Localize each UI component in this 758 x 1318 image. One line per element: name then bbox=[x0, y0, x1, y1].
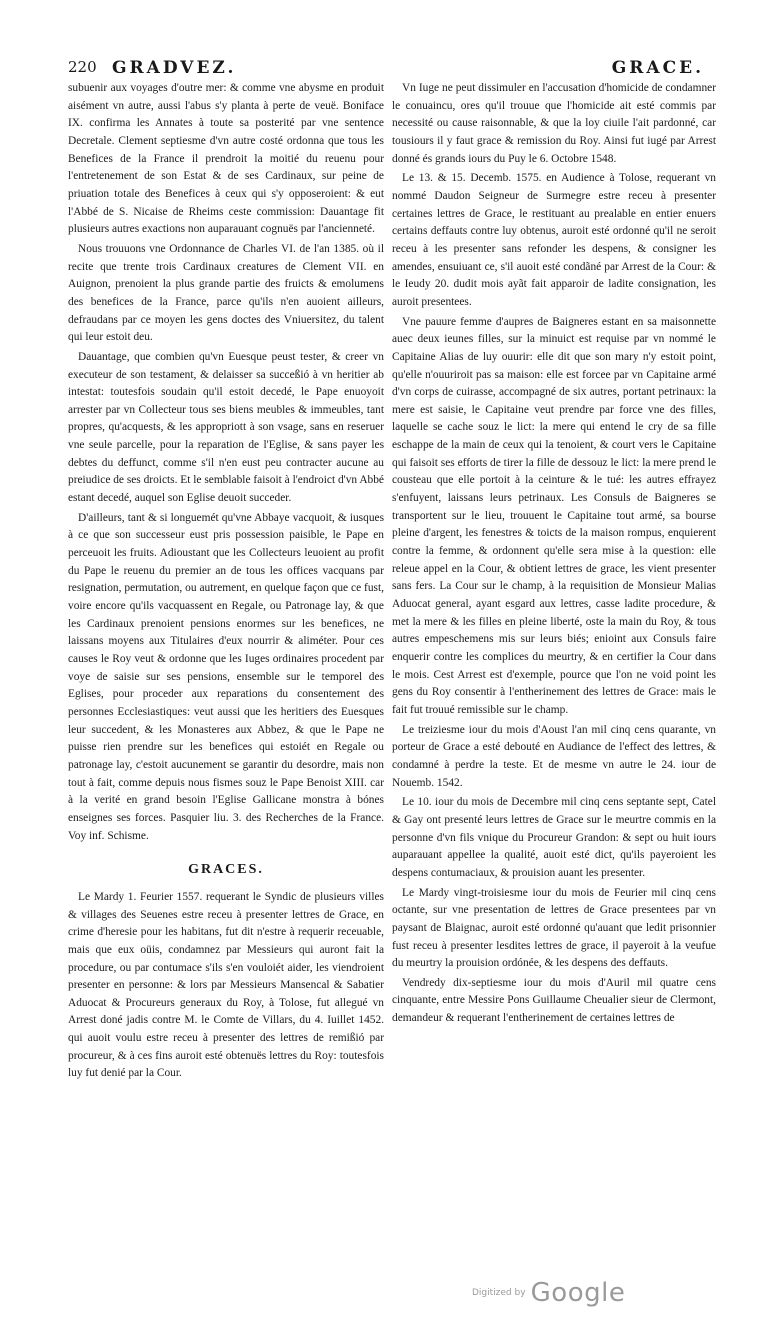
paragraph: Vne pauure femme d'aupres de Baigneres estant en sa maisonnette auec deux ieunes filles, sur la minuict est requise par vn nommé le Capitaine Alias de luy ouurir: elle dit que son mary n'y estoit point, qu'elle n'ouuriroit pas sa maison: elle est forcee par vn Capitaine armé d'vn corps de cuirasse, accompagné de six autres, portant petrinaux: la mere est saisie, le Capitaine veut prendre par force vne des filles, laquelle se cache souz le lict: la mere qui entend le cry de sa fille eschappe de la main de ceux qui la tenoient, & court vers le Capitaine qui faisoit ses efforts de tirer la fille de dessouz le lict: la mere prend le cousteau que elle portoit à la ceinture & le tué: les autres effrayez s'enfuyent, laissans leurs petrinaux. Les Consuls de Baigneres se transportent sur le lieu, trouuent le Capitaine tout armé, sa bourse pleine d'argent, les fenestres & toicts de la maison rompus, enquierent contre la femme, & ordonnent qu'elle sera mise à la question: elle releue appel en la Cour, & obtient lettres de grace, les vient presenter sans fers. La Cour sur le champ, à la requisition de Monsieur Malias Aduocat general, ayant esgard aux lettres, casse ladite procedure, & met la mere & les filles en pleine liberté, oste la main du Roy, & tous autres empeschemens mis sur leurs biés; enioint aux Consuls faire enquerir contre les complices du meurtry, & en certifier la Cour dans le mois. Cest Arrest est d'exemple, pource que l'on ne void point les gens du Roy consentir à l'entherinement des lettres de Grace: mais le fait fut trouué remissible sur le champ. bbox=[392, 315, 716, 716]
google-logo: Google bbox=[530, 1278, 626, 1308]
left-running-title: GRADVEZ. bbox=[112, 58, 237, 78]
paragraph: Nous trouuons vne Ordonnance de Charles VI. de l'an 1385. où il recite que trente trois Cardinaux creatures de Clement VII. en Auignon, prenoient la plus grande partie des fruicts & emolumens des benefices de la France, parce qu'ils n'en auoient ailleurs, defraudans par ce moyen les gens doctes des Vniuersitez, du talent qui leur estoit deu. bbox=[68, 242, 384, 344]
paragraph: D'ailleurs, tant & si longuemét qu'vne Abbaye vacquoit, & iusques à ce que son successeur eust pris possession paisible, le Pape en perceuoit les fruits. Adioustant que les Collecteurs leuoient au profit du Pape le reuenu du premier an de tous les offices vacquans par resignation, permutation, ou autrement, en quelque façon que ce fust, voire encore qu'ils vacquassent en Regale, ou Patronage lay, & que les Cardinaux prenoient pensions enormes sur les benefices, ne laissans moyens aux Titulaires d'eux nourrir & aliméter. Pour ces causes le Roy veut & ordonne que les Iuges ordinaires procedent par voye de saisie sur ses pensions, ensemble sur le temporel des Eglises, pour proceder aux reparations du consentement des personnes Ecclesiastiques: veut aussi que les heritiers des Euesques leur succedent, & les Monasteres aux Abbez, & que le Pape ne puisse rien prendre sur les benefices qui estoiét en Regale ou patronage lay, c'estoit aucunement se garantir du desordre, mais non tout à fait, comme depuis nous fismes souz le Pape Benoist XIII. car à la verité en grand besoin l'Eglise Gallicane monstra à bónes enseignes ses forces. Pasquier liu. 3. des Recherches de la France. Voy inf. Schisme. bbox=[68, 511, 384, 842]
right-running-title: GRACE. bbox=[611, 58, 704, 78]
paragraph: Le 13. & 15. Decemb. 1575. en Audience à Tolose, requerant vn nommé Daudon Seigneur de Surmegre estre receu à presenter certaines lettres de Grace, le restituant au prealable en entier enuers certains deffauts contre luy obtenus, auroit esté ordonné qu'il ne seroit receu à les presenter sans refonder les despens, & consigner les amendes, ensuiuant ce, s'il auoit esté condãné par Arrest de la Cour: & le Ieudy 20. dudit mois ayãt fait apparoir de ladite consignation, les auroit presentees. bbox=[392, 172, 716, 308]
paragraph: Le 10. iour du mois de Decembre mil cinq cens septante sept, Catel & Gay ont presenté leurs lettres de Grace sur le meurtre commis en la personne d'vn fils vnique du Procureur Grandon: & sept ou huit iours auparauant appellee la qualité, auoit esté dict, qu'ils payeroient les despens contumaciaux, & prouision auant les presenter. bbox=[392, 796, 716, 879]
page-number: 220 bbox=[68, 58, 97, 76]
running-header bbox=[68, 58, 716, 80]
digitized-by-label: Digitized by bbox=[472, 1288, 526, 1298]
paragraph: subuenir aux voyages d'outre mer: & comme vne abysme en produit aisément vn autre, aussi l'abus s'y planta à perte de veuë. Boniface IX. confirma les Annates à toute sa posterité par vne sentence Decretale. Clement septiesme d'vn autre costé ordonna que tous les Benefices de la France il prendroit la moitié du reuenu pour l'entretenement de son Estat & de ses Cardinaux, sur peine de priuation totale des Benefices à ceux qui s'y opposeroient: & eut l'Abbé de S. Nicaise de Rheims ceste commission: Dauantage fit plusieurs autres exactions non auparauant cognuës par l'ancienneté. bbox=[68, 82, 384, 236]
paragraph: Vendredy dix-septiesme iour du mois d'Auril mil quatre cens cinquante, entre Messire Pons Guillaume Cheualier sieur de Clermont, demandeur & requerant l'entherinement de certaines lettres de bbox=[392, 976, 716, 1025]
right-column bbox=[392, 80, 716, 1028]
paragraph: Le treiziesme iour du mois d'Aoust l'an mil cinq cens quarante, vn porteur de Grace a esté debouté en Audiance de l'effect des lettres, & condamné à perdre la teste. Et de mesme vn autre le 24. iour de Nouemb. 1542. bbox=[392, 723, 716, 789]
paragraph: Le Mardy vingt-troisiesme iour du mois de Feurier mil cinq cens octante, sur vne presentation de lettres de Grace presentees par vn paysant de Blaignac, auroit esté ordonné qu'auant que ledit prisonnier fust receu à presenter lesdites lettres de grace, il payeroit à la veufue du meurtry la prouision ordónée, & les despens des deffauts. bbox=[392, 886, 716, 970]
digitization-watermark bbox=[472, 1278, 625, 1308]
paragraph: Le Mardy 1. Feurier 1557. requerant le Syndic de plusieurs villes & villages des Seuenes estre receu à presenter lettres de Grace, en crime d'heresie pour les habitans, fut dit n'estre à requerir receuable, mais que eux oüis, condamnez par Messieurs qui auront fait la procedure, ou par contumace s'ils s'en vouloiét aider, les viendroient presenter en personne: & lors par Messieurs Mansencal & Sabatier Aduocat & Procureurs generaux du Roy, à Tolose, fut allegué vn Arrest doné jadis contre M. le Comte de Villars, du 4. Iuillet 1452. qui auoit voulu estre receu à presenter des lettres de remißió par procureur, & à ces fins auroit esté obtenuës lettres du Roy: toutesfois luy fut denié par la Cour. bbox=[68, 890, 384, 1080]
left-column bbox=[68, 80, 384, 1083]
paragraph: Dauantage, que combien qu'vn Euesque peust tester, & creer vn executeur de son testament, & delaisser sa succeßió à vn heritier ab intestat: toutesfois soudain qu'il estoit decedé, le Pape enuoyoit arrester par vn Collecteur tous ses biens meubles & immeubles, tant propres, qu'acquests, & les appropriott à son vsage, sans en reseruer vne seule parcelle, pour la reparation de l'Eglise, & sans payer les debtes du deffunct, comme s'il n'en eust peu contracter aucune au preiudice de ses droicts. Et le semblable faisoit à l'endroict d'vn Abbé estant decedé, auquel son Eglise deuoit succeder. bbox=[68, 350, 384, 505]
paragraph: Vn Iuge ne peut dissimuler en l'accusation d'homicide de condamner le conuaincu, ores qu'il trouue que l'homicide ait esté commis par necessité ou cause raisonnable, & que la loy ciuile l'ait pardonné, car tousiours il y faut grace & remission du Roy. Ainsi fut iugé par Arrest donné és grands iours du Puy le 6. Octobre 1548. bbox=[392, 82, 716, 165]
section-title: GRACES. bbox=[188, 862, 264, 878]
